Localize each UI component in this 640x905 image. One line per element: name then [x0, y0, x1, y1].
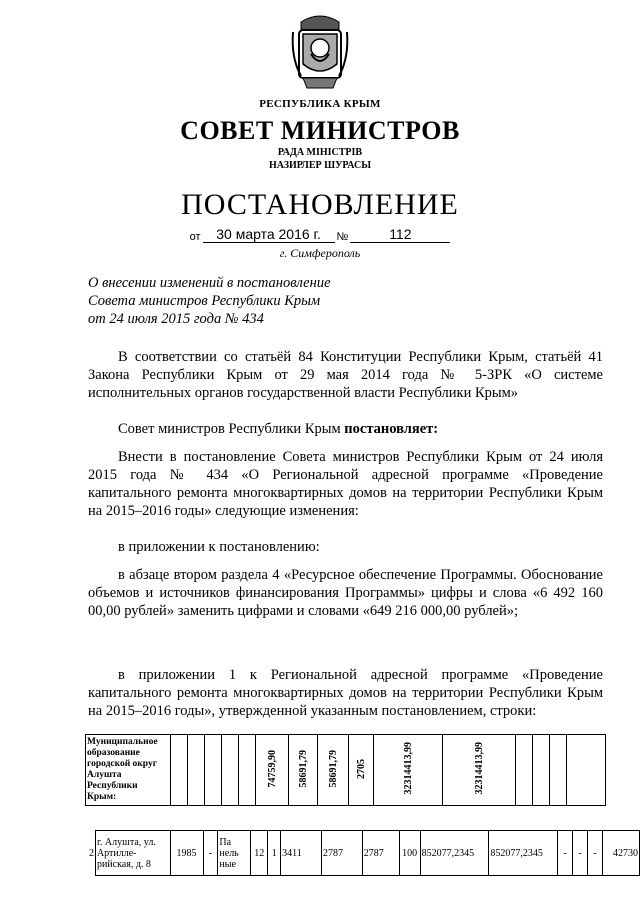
table-cell — [188, 735, 205, 806]
row-number: 2 — [88, 847, 94, 859]
address-cell: г. Алушта, ул. Артилле-рийская, д. 8 — [95, 831, 170, 876]
municipality-cell: Муниципальное образование городской округ Алушта Республики Крым: — [86, 735, 171, 806]
paragraph-amendment-intro: Внести в постановление Совета министров Республики Крым от 24 июля 2015 года № 434 «О Региональной адресной программе «Проведение капитального ремонта многоквартирных домов на территории Республики Крым на 2015–2016 годы» следующие изменения: — [88, 449, 603, 519]
paragraph-section4-change: в абзаце втором раздела 4 «Ресурсное обеспечение Программы. Обоснование объемов и источников финансирования Программы» цифры и слова «6 492 160 00,00 рублей» заменить цифрами и словами «649 216 000,00 рублей»; — [88, 567, 603, 619]
material-cell: Па нель ные — [218, 831, 251, 876]
table-cell: - — [573, 831, 588, 876]
table-cell — [516, 735, 533, 806]
council-title-crimean-tatar: НАЗИРЛЕР ШУРАСЫ — [268, 160, 372, 171]
cost-value: 32314413,99 — [473, 742, 485, 795]
paragraph-resolves — [88, 420, 603, 438]
table-cell — [374, 735, 443, 806]
table-cell — [222, 735, 239, 806]
paragraph-legal-basis: В соответствии со статьёй 84 Конституции Республики Крым, статьёй 41 Закона Республики Крым от 29 мая 2014 года № 5-ЗРК «О системе исполнительных органов государственной власти Республики Крым» — [88, 349, 603, 401]
cost-cell: 852077,2345 — [420, 831, 489, 876]
city: г. Симферополь — [279, 246, 361, 260]
pct-cell: 100 — [399, 831, 420, 876]
document-subject — [88, 274, 408, 328]
subject-line: Совета министров Республики Крым — [88, 293, 321, 309]
subject-line: от 24 июля 2015 года № 434 — [88, 311, 264, 327]
area-total-value: 74759,90 — [266, 749, 278, 788]
resolves-text: Совет министров Республики Крым — [118, 421, 345, 437]
cost-value: 32314413,99 — [402, 742, 414, 795]
table-cell — [318, 735, 349, 806]
table-cell — [443, 735, 516, 806]
table-cell — [171, 735, 188, 806]
table-cell — [567, 735, 606, 806]
date-number-line — [0, 226, 640, 243]
council-title-ukrainian: РАДА МІНІСТРІВ — [277, 147, 363, 158]
table-cell: - — [588, 831, 603, 876]
cost-cell: 852077,2345 — [489, 831, 558, 876]
table-cell: - — [558, 831, 573, 876]
number-prefix: № — [336, 231, 349, 243]
area-living-value: 58691,79 — [297, 749, 309, 788]
floors-cell: 12 — [251, 831, 268, 876]
municipality-summary-table — [85, 734, 606, 806]
republic-title: РЕСПУБЛИКА КРЫМ — [259, 98, 381, 110]
paragraph-appendix1-change: в приложении 1 к Региональной адресной программе «Проведение капитального ремонта многоквартирных домов на территории Республики Крым на 2015–2016 годы», утвержденной указанным постановлением, строки: — [88, 667, 603, 719]
table-cell — [205, 735, 222, 806]
date-prefix: от — [189, 231, 201, 243]
table-row — [86, 735, 606, 806]
table-cell — [349, 735, 374, 806]
plan-year-cell: 42730 — [602, 831, 639, 876]
area-living2-cell: 2787 — [362, 831, 399, 876]
table-cell — [550, 735, 567, 806]
building-row-table — [85, 830, 640, 876]
crimea-coat-of-arms-icon — [289, 8, 351, 92]
area-total-cell: 3411 — [281, 831, 322, 876]
table-cell — [533, 735, 550, 806]
resolves-keyword: постановляет: — [344, 421, 439, 437]
table-cell — [256, 735, 289, 806]
document-number: 112 — [350, 226, 450, 243]
table-row — [85, 831, 640, 876]
subject-line: О внесении изменений в постановление — [88, 275, 331, 291]
table-cell: - — [203, 831, 218, 876]
table-cell — [239, 735, 256, 806]
document-date: 30 марта 2016 г. — [203, 226, 335, 243]
entrances-cell: 1 — [268, 831, 281, 876]
document-type: ПОСТАНОВЛЕНИЕ — [181, 188, 459, 221]
table-cell — [289, 735, 318, 806]
year-cell: 1985 — [170, 831, 203, 876]
paragraph-appendix: в приложении к постановлению: — [118, 539, 320, 555]
area-living2-value: 58691,79 — [327, 749, 339, 788]
council-title: СОВЕТ МИНИСТРОВ — [180, 116, 460, 145]
area-living-cell: 2787 — [321, 831, 362, 876]
residents-value: 2705 — [355, 758, 367, 779]
